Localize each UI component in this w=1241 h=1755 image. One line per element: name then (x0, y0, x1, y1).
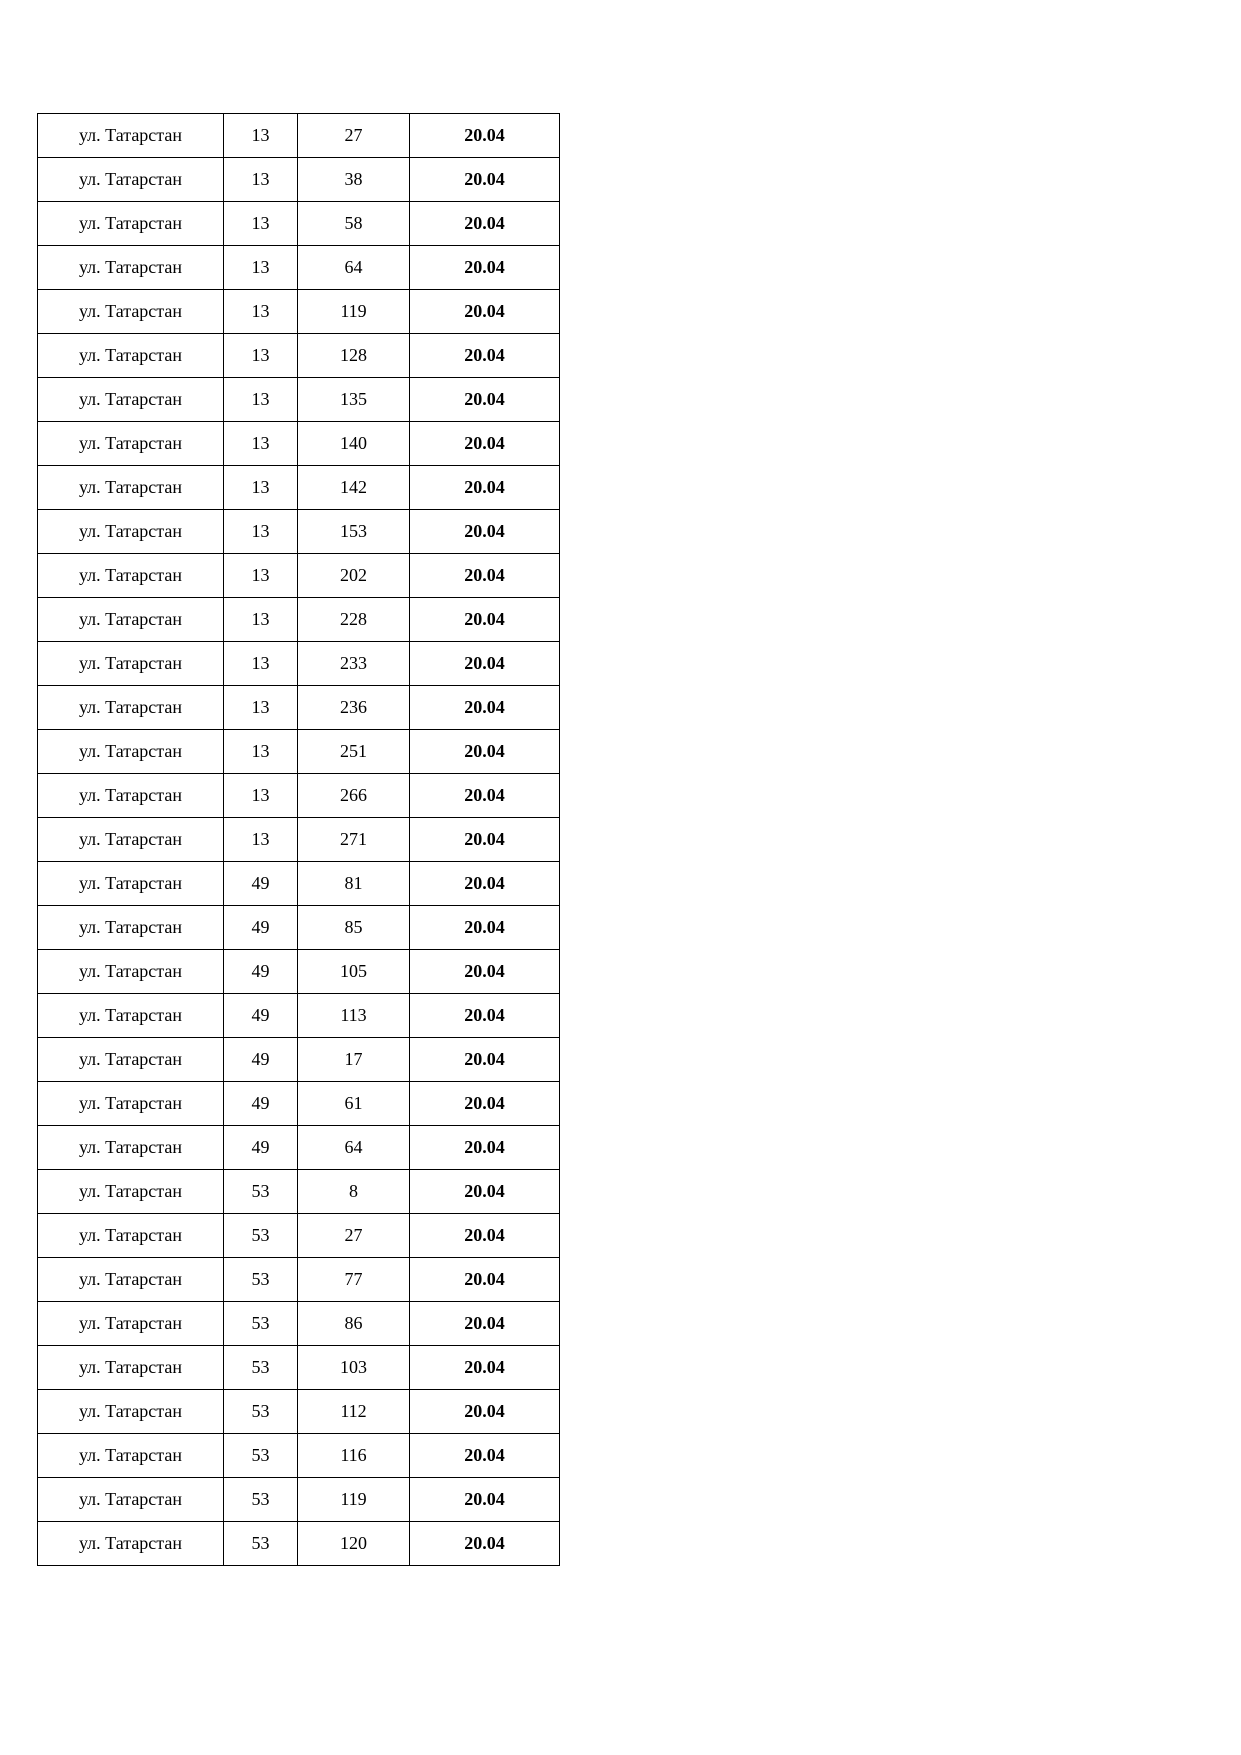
house-number-cell: 53 (224, 1214, 298, 1258)
street-cell: ул. Татарстан (38, 422, 224, 466)
date-cell: 20.04 (410, 1390, 560, 1434)
apartment-number-cell: 228 (298, 598, 410, 642)
table-row (38, 1038, 560, 1082)
house-number-cell: 13 (224, 466, 298, 510)
house-number-cell: 13 (224, 378, 298, 422)
date-cell: 20.04 (410, 1170, 560, 1214)
table-row (38, 1126, 560, 1170)
table-row (38, 950, 560, 994)
house-number-cell: 49 (224, 1038, 298, 1082)
table-row (38, 686, 560, 730)
apartment-number-cell: 86 (298, 1302, 410, 1346)
date-cell: 20.04 (410, 378, 560, 422)
date-cell: 20.04 (410, 598, 560, 642)
apartment-number-cell: 251 (298, 730, 410, 774)
apartment-number-cell: 81 (298, 862, 410, 906)
date-cell: 20.04 (410, 818, 560, 862)
table-row (38, 1214, 560, 1258)
apartment-number-cell: 236 (298, 686, 410, 730)
table-row (38, 1390, 560, 1434)
date-cell: 20.04 (410, 422, 560, 466)
apartment-number-cell: 233 (298, 642, 410, 686)
date-cell: 20.04 (410, 862, 560, 906)
apartment-number-cell: 61 (298, 1082, 410, 1126)
table-row (38, 730, 560, 774)
date-cell: 20.04 (410, 158, 560, 202)
table-row (38, 158, 560, 202)
house-number-cell: 13 (224, 598, 298, 642)
street-cell: ул. Татарстан (38, 1214, 224, 1258)
date-cell: 20.04 (410, 1522, 560, 1566)
date-cell: 20.04 (410, 246, 560, 290)
date-cell: 20.04 (410, 642, 560, 686)
street-cell: ул. Татарстан (38, 158, 224, 202)
apartment-number-cell: 8 (298, 1170, 410, 1214)
house-number-cell: 53 (224, 1170, 298, 1214)
table-row (38, 246, 560, 290)
date-cell: 20.04 (410, 1346, 560, 1390)
apartment-number-cell: 58 (298, 202, 410, 246)
house-number-cell: 13 (224, 510, 298, 554)
apartment-number-cell: 38 (298, 158, 410, 202)
apartment-number-cell: 17 (298, 1038, 410, 1082)
apartment-number-cell: 64 (298, 1126, 410, 1170)
table-row (38, 114, 560, 158)
table-row (38, 290, 560, 334)
table-row (38, 1478, 560, 1522)
street-cell: ул. Татарстан (38, 730, 224, 774)
table-row (38, 818, 560, 862)
house-number-cell: 13 (224, 686, 298, 730)
table-row (38, 1302, 560, 1346)
house-number-cell: 13 (224, 730, 298, 774)
date-cell: 20.04 (410, 1478, 560, 1522)
date-cell: 20.04 (410, 950, 560, 994)
date-cell: 20.04 (410, 686, 560, 730)
house-number-cell: 13 (224, 818, 298, 862)
table-row (38, 1082, 560, 1126)
date-cell: 20.04 (410, 466, 560, 510)
street-cell: ул. Татарстан (38, 1082, 224, 1126)
street-cell: ул. Татарстан (38, 906, 224, 950)
house-number-cell: 49 (224, 1082, 298, 1126)
street-cell: ул. Татарстан (38, 1258, 224, 1302)
date-cell: 20.04 (410, 1434, 560, 1478)
apartment-number-cell: 77 (298, 1258, 410, 1302)
table-row (38, 1258, 560, 1302)
street-cell: ул. Татарстан (38, 334, 224, 378)
apartment-number-cell: 27 (298, 1214, 410, 1258)
table-row (38, 598, 560, 642)
date-cell: 20.04 (410, 114, 560, 158)
table-row (38, 774, 560, 818)
street-cell: ул. Татарстан (38, 642, 224, 686)
apartment-number-cell: 271 (298, 818, 410, 862)
table-row (38, 422, 560, 466)
table-row (38, 1522, 560, 1566)
date-cell: 20.04 (410, 554, 560, 598)
house-number-cell: 53 (224, 1302, 298, 1346)
apartment-number-cell: 266 (298, 774, 410, 818)
date-cell: 20.04 (410, 1214, 560, 1258)
street-cell: ул. Татарстан (38, 510, 224, 554)
date-cell: 20.04 (410, 334, 560, 378)
house-number-cell: 13 (224, 290, 298, 334)
date-cell: 20.04 (410, 290, 560, 334)
table-body (38, 114, 560, 1566)
house-number-cell: 13 (224, 642, 298, 686)
street-cell: ул. Татарстан (38, 1478, 224, 1522)
house-number-cell: 13 (224, 114, 298, 158)
date-cell: 20.04 (410, 1258, 560, 1302)
street-cell: ул. Татарстан (38, 686, 224, 730)
street-cell: ул. Татарстан (38, 818, 224, 862)
table-row (38, 378, 560, 422)
house-number-cell: 13 (224, 158, 298, 202)
house-number-cell: 53 (224, 1390, 298, 1434)
table-row (38, 994, 560, 1038)
house-number-cell: 49 (224, 906, 298, 950)
date-cell: 20.04 (410, 730, 560, 774)
date-cell: 20.04 (410, 202, 560, 246)
table-row (38, 862, 560, 906)
street-cell: ул. Татарстан (38, 994, 224, 1038)
street-cell: ул. Татарстан (38, 1522, 224, 1566)
table-row (38, 510, 560, 554)
house-number-cell: 49 (224, 950, 298, 994)
street-cell: ул. Татарстан (38, 246, 224, 290)
street-cell: ул. Татарстан (38, 290, 224, 334)
house-number-cell: 13 (224, 774, 298, 818)
apartment-number-cell: 119 (298, 1478, 410, 1522)
street-cell: ул. Татарстан (38, 774, 224, 818)
apartment-number-cell: 64 (298, 246, 410, 290)
table-row (38, 1346, 560, 1390)
street-cell: ул. Татарстан (38, 1038, 224, 1082)
house-number-cell: 13 (224, 202, 298, 246)
table-row (38, 1434, 560, 1478)
house-number-cell: 49 (224, 862, 298, 906)
apartment-number-cell: 85 (298, 906, 410, 950)
street-cell: ул. Татарстан (38, 950, 224, 994)
street-cell: ул. Татарстан (38, 202, 224, 246)
date-cell: 20.04 (410, 774, 560, 818)
house-number-cell: 53 (224, 1522, 298, 1566)
apartment-number-cell: 119 (298, 290, 410, 334)
street-cell: ул. Татарстан (38, 466, 224, 510)
table-row (38, 554, 560, 598)
apartment-number-cell: 105 (298, 950, 410, 994)
house-number-cell: 53 (224, 1434, 298, 1478)
street-cell: ул. Татарстан (38, 1434, 224, 1478)
street-cell: ул. Татарстан (38, 1390, 224, 1434)
house-number-cell: 49 (224, 994, 298, 1038)
house-number-cell: 13 (224, 334, 298, 378)
house-number-cell: 53 (224, 1346, 298, 1390)
apartment-number-cell: 113 (298, 994, 410, 1038)
apartment-number-cell: 128 (298, 334, 410, 378)
date-cell: 20.04 (410, 1038, 560, 1082)
date-cell: 20.04 (410, 1302, 560, 1346)
apartment-number-cell: 153 (298, 510, 410, 554)
table-row (38, 1170, 560, 1214)
apartment-number-cell: 103 (298, 1346, 410, 1390)
street-cell: ул. Татарстан (38, 862, 224, 906)
table-row (38, 466, 560, 510)
date-cell: 20.04 (410, 1082, 560, 1126)
street-cell: ул. Татарстан (38, 1346, 224, 1390)
street-cell: ул. Татарстан (38, 598, 224, 642)
address-table (37, 113, 560, 1566)
street-cell: ул. Татарстан (38, 554, 224, 598)
date-cell: 20.04 (410, 906, 560, 950)
date-cell: 20.04 (410, 994, 560, 1038)
apartment-number-cell: 142 (298, 466, 410, 510)
street-cell: ул. Татарстан (38, 114, 224, 158)
table-row (38, 334, 560, 378)
apartment-number-cell: 112 (298, 1390, 410, 1434)
street-cell: ул. Татарстан (38, 1170, 224, 1214)
house-number-cell: 53 (224, 1258, 298, 1302)
street-cell: ул. Татарстан (38, 1302, 224, 1346)
apartment-number-cell: 140 (298, 422, 410, 466)
apartment-number-cell: 202 (298, 554, 410, 598)
table-row (38, 642, 560, 686)
date-cell: 20.04 (410, 1126, 560, 1170)
apartment-number-cell: 27 (298, 114, 410, 158)
apartment-number-cell: 116 (298, 1434, 410, 1478)
house-number-cell: 49 (224, 1126, 298, 1170)
house-number-cell: 13 (224, 554, 298, 598)
street-cell: ул. Татарстан (38, 1126, 224, 1170)
street-cell: ул. Татарстан (38, 378, 224, 422)
house-number-cell: 13 (224, 246, 298, 290)
apartment-number-cell: 120 (298, 1522, 410, 1566)
table-row (38, 202, 560, 246)
table-row (38, 906, 560, 950)
house-number-cell: 53 (224, 1478, 298, 1522)
date-cell: 20.04 (410, 510, 560, 554)
house-number-cell: 13 (224, 422, 298, 466)
apartment-number-cell: 135 (298, 378, 410, 422)
